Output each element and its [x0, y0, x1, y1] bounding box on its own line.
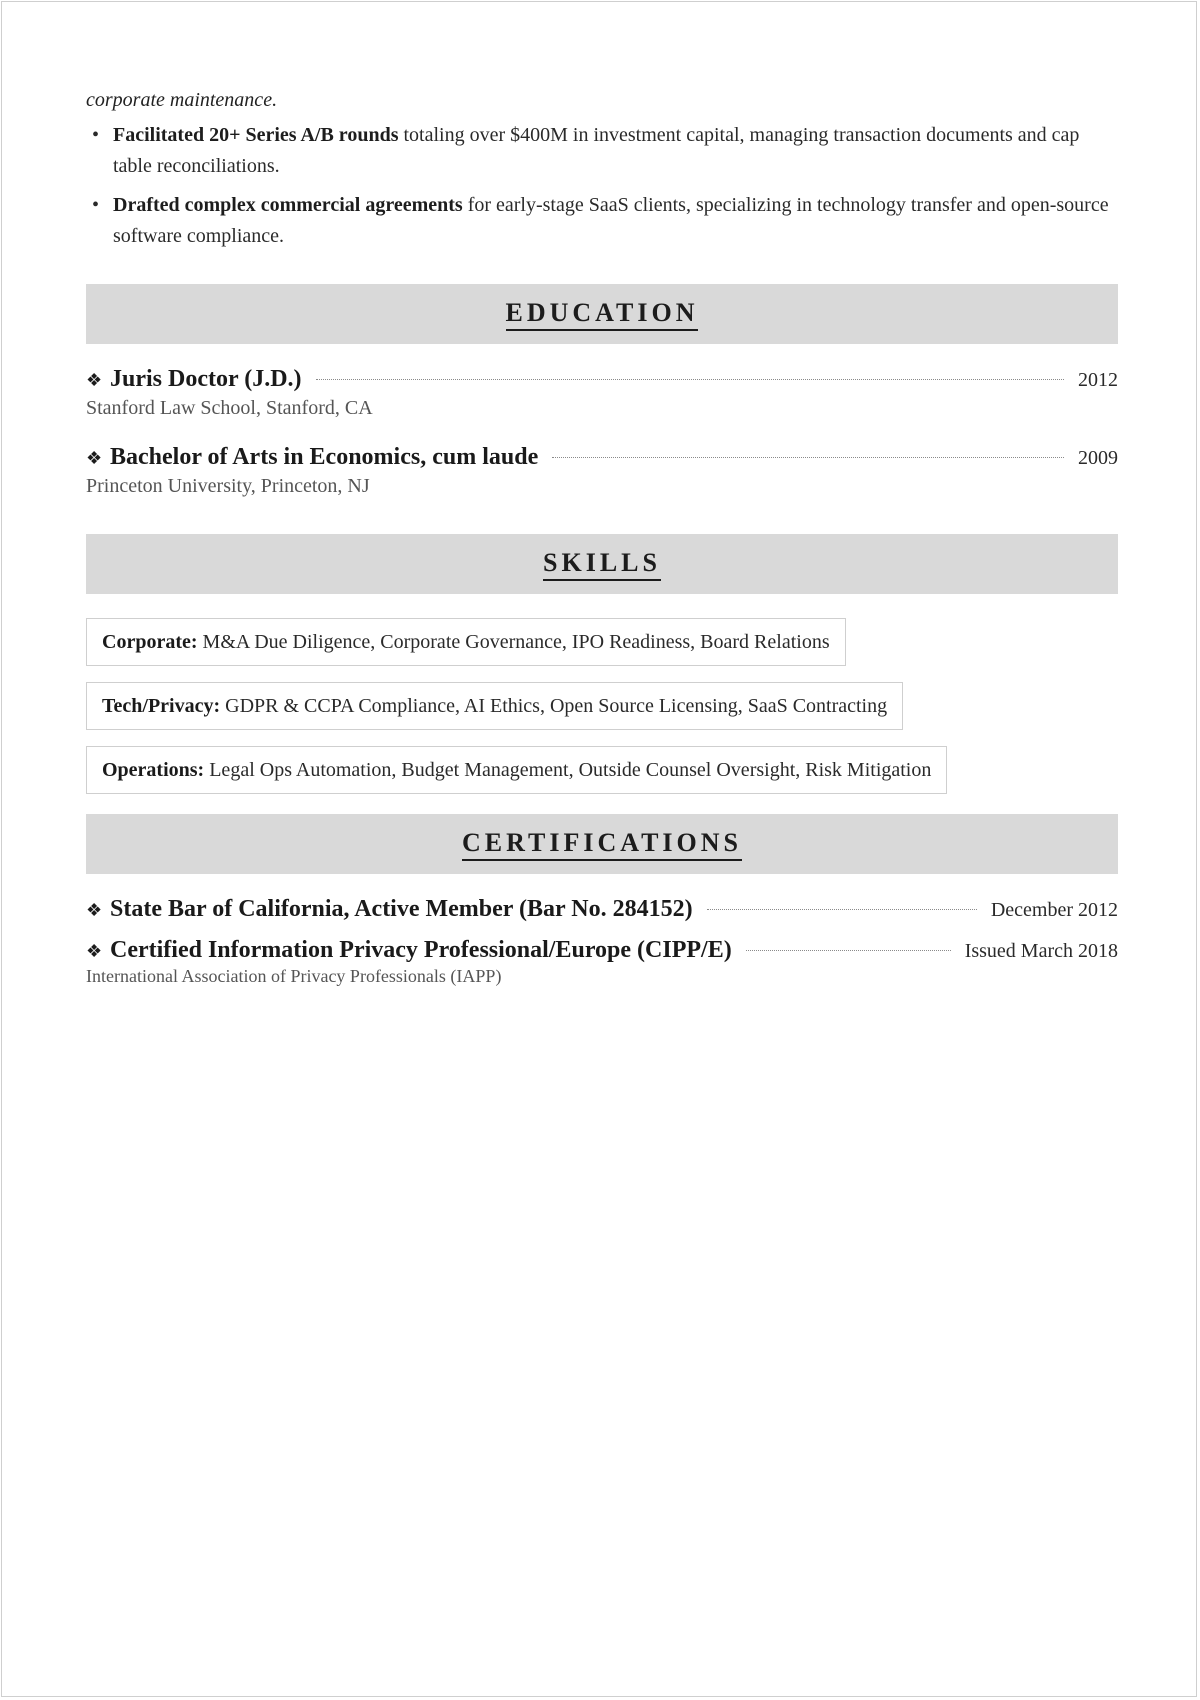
skill-items: M&A Due Diligence, Corporate Governance, IPO Readiness, Board Relations [197, 631, 830, 653]
bullet-text: totaling over $400M in investment capital, managing transaction documents and cap table reconciliations. [113, 124, 1080, 177]
bullet-highlight: Facilitated 20+ Series A/B rounds [113, 124, 399, 146]
skills-list [86, 618, 1118, 794]
school-name: Princeton University, Princeton, NJ [86, 475, 370, 497]
degree-title: Juris Doctor (J.D.) [110, 366, 302, 392]
skill-box [86, 746, 947, 794]
skill-items: GDPR & CCPA Compliance, AI Ethics, Open Source Licensing, SaaS Contracting [220, 695, 888, 717]
dotted-leader [316, 379, 1064, 380]
certification-entry [86, 937, 1118, 987]
skill-group [86, 682, 1118, 730]
certification-issuer: International Association of Privacy Professionals (IAPP) [86, 966, 502, 986]
skills-header [86, 534, 1118, 594]
diamond-bullet-icon: ❖ [86, 900, 103, 920]
diamond-bullet-icon: ❖ [86, 941, 103, 961]
certification-title: State Bar of California, Active Member (Bar No. 284152) [110, 896, 693, 922]
skill-group [86, 746, 1118, 794]
resume-page [1, 1, 1197, 1697]
bullet-highlight: Drafted complex commercial agreements [113, 194, 463, 216]
education-heading: EDUCATION [506, 298, 699, 331]
education-entry-row [86, 444, 1118, 471]
bullet-text: for early-stage SaaS clients, specializing in technology transfer and open-source software compliance. [113, 194, 1109, 247]
skill-group [86, 618, 1118, 666]
certification-entry [86, 896, 1118, 923]
skills-heading: SKILLS [543, 548, 661, 581]
certifications-heading: CERTIFICATIONS [462, 828, 742, 861]
school-name: Stanford Law School, Stanford, CA [86, 397, 373, 419]
experience-fragment: corporate maintenance. [86, 89, 278, 111]
degree-title: Bachelor of Arts in Economics, cum laude [110, 444, 539, 470]
education-entry [86, 366, 1118, 420]
certifications-header [86, 814, 1118, 874]
experience-bullet [86, 120, 1118, 182]
certification-entry-row [86, 896, 1118, 923]
dotted-leader [552, 457, 1064, 458]
certification-entry-row [86, 937, 1118, 964]
degree-year: 2009 [1078, 447, 1118, 469]
education-header [86, 284, 1118, 344]
skill-box [86, 682, 903, 730]
resume-content [86, 86, 1118, 987]
skill-label: Tech/Privacy: [102, 695, 221, 717]
skill-items: Legal Ops Automation, Budget Management, Outside Counsel Oversight, Risk Mitigation [204, 759, 932, 781]
certification-date: Issued March 2018 [964, 940, 1118, 962]
diamond-bullet-icon: ❖ [86, 370, 103, 390]
experience-bullets [86, 120, 1118, 252]
experience-bullet [86, 190, 1118, 252]
skill-label: Operations: [102, 759, 205, 781]
skill-box [86, 618, 846, 666]
diamond-bullet-icon: ❖ [86, 448, 103, 468]
skill-label: Corporate: [102, 631, 198, 653]
education-entry [86, 444, 1118, 498]
dotted-leader [707, 909, 977, 910]
certification-title: Certified Information Privacy Professional/Europe (CIPP/E) [110, 937, 732, 963]
dotted-leader [746, 950, 951, 951]
degree-year: 2012 [1078, 369, 1118, 391]
education-entry-row [86, 366, 1118, 393]
certification-date: December 2012 [990, 899, 1118, 921]
